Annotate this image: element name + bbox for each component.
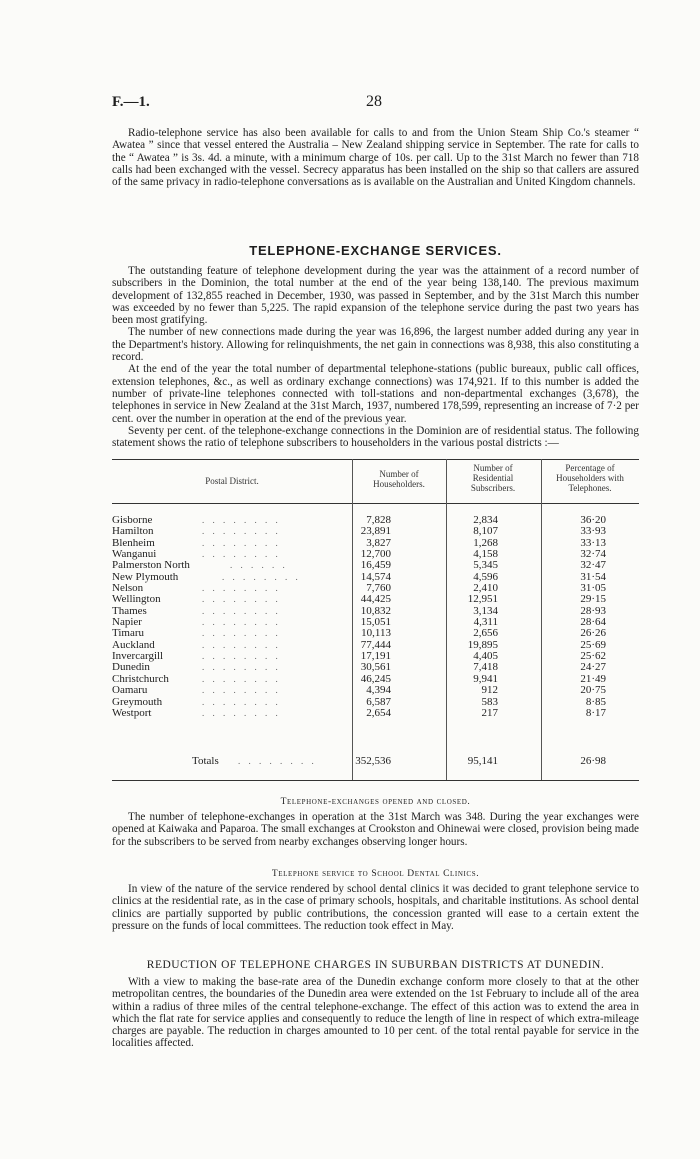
page-number: 28 bbox=[366, 93, 382, 110]
householders-value: 3,827 bbox=[366, 536, 391, 549]
table-bottom-rule bbox=[112, 780, 639, 781]
residential-value: 3,134 bbox=[473, 604, 498, 617]
householders-value: 44,425 bbox=[360, 593, 391, 606]
district-name: Christchurch bbox=[112, 672, 169, 685]
district-name: Blenheim bbox=[112, 536, 155, 549]
table-top-rule bbox=[112, 459, 639, 460]
district-name: Timaru bbox=[112, 627, 144, 640]
percentage-value: 8·85 bbox=[585, 695, 606, 708]
householders-table bbox=[112, 459, 639, 781]
table-row: Christchurch . . . . . . . . 46,245 9,941 21·49 bbox=[112, 672, 606, 685]
intro-paragraph-block bbox=[112, 127, 639, 188]
percentage-value: 20·75 bbox=[580, 684, 606, 697]
table-header-rule bbox=[112, 503, 639, 504]
section1-paragraph: The outstanding feature of telephone development during the year was the attainment of a record number of subscribers in the Dominion, the total number at the end of the year being 138,140. The previous maximum development of 132,855 reached in December, 1930, was passed in September, and by the 31st March this number was exceeded by no fewer than 5,225. The rapid expansion of the telephone service during the past two years has been most gratifying. bbox=[112, 265, 639, 327]
householders-value: 23,891 bbox=[360, 525, 391, 538]
percentage-value: 32·74 bbox=[580, 548, 606, 561]
householders-value: 12,700 bbox=[360, 548, 391, 561]
table-row: Dunedin . . . . . . . . 30,561 7,418 24·27 bbox=[112, 661, 606, 674]
householders-value: 10,832 bbox=[360, 604, 391, 617]
section-heading-exchanges-opened-closed: Telephone-exchanges opened and closed. bbox=[280, 797, 471, 807]
table-row: Palmerston North . . . . . . 16,459 5,345 32·47 bbox=[112, 559, 606, 572]
percentage-value: 29·15 bbox=[580, 593, 606, 606]
district-name: Napier bbox=[112, 616, 142, 629]
residential-value: 217 bbox=[481, 706, 498, 719]
table-row: Wellington . . . . . . . . 44,425 12,951 29·15 bbox=[112, 593, 606, 606]
district-name: Auckland bbox=[112, 638, 155, 651]
percentage-value: 25·69 bbox=[580, 638, 606, 651]
table-totals-row: Totals . . . . . . . . 352,536 95,141 26·98 bbox=[192, 755, 606, 767]
percentage-value: 26·26 bbox=[580, 627, 606, 640]
householders-value: 14,574 bbox=[360, 570, 391, 583]
section3-body bbox=[112, 883, 639, 932]
district-name: Nelson bbox=[112, 582, 144, 595]
section4-body bbox=[112, 976, 639, 1050]
residential-value: 1,268 bbox=[473, 536, 498, 549]
householders-value: 16,459 bbox=[360, 559, 391, 572]
section3-paragraph: In view of the nature of the service rendered by school dental clinics it was decided to grant telephone service to clinics at the residential rate, as in the case of primary schools, hospitals, and charitable institutions. As school dental clinics are partially supported by public contributions, the concession granted will ease to a certain extent the pressure on the funds of local committees. The reduction took effect in May. bbox=[112, 883, 639, 932]
section4-paragraph: With a view to making the base-rate area of the Dunedin exchange conform more closely to that at the other metropolitan centres, the boundaries of the Dunedin area were extended on the 1st February to include all of the area within a radius of three miles of the central telephone-exchange. The effect of this action was to extend the area in which the flat rate for service applies and consequently to reduce the length of line in respect of which extra-mileage charges are payable. The reduction in charges amounted to 10 per cent. of the total rental payable for service in the localities affected. bbox=[112, 976, 639, 1050]
table-row: Hamilton . . . . . . . . 23,891 8,107 33·93 bbox=[112, 525, 606, 538]
district-name: Wanganui bbox=[112, 548, 157, 561]
householders-value: 77,444 bbox=[360, 638, 391, 651]
table-row: Oamaru . . . . . . . . 4,394 912 20·75 bbox=[112, 684, 606, 697]
householders-value: 30,561 bbox=[360, 661, 391, 674]
residential-value: 7,418 bbox=[473, 661, 498, 674]
column-header-percentage: Percentage of Householders with Telephones. bbox=[556, 463, 624, 493]
residential-value: 5,345 bbox=[473, 559, 498, 572]
totals-percentage: 26·98 bbox=[580, 755, 606, 767]
district-name: Gisborne bbox=[112, 514, 153, 526]
percentage-value: 31·05 bbox=[580, 582, 606, 595]
percentage-value: 28·93 bbox=[580, 604, 606, 617]
intro-paragraph: Radio-telephone service has also been available for calls to and from the Union Steam Ship Co.'s steamer “ Awatea ” since that vessel entered the Australia – New Zealand shipping service in September. The rate for calls to the “ Awatea ” is 3s. 4d. a minute, with a minimum charge of 10s. per call. Up to the 31st March no fewer than 718 calls had been exchanged with the vessel. Secrecy apparatus has been installed on the ship so that callers are assured of the same privacy in radio-telephone conversations as is available on the Australian and United Kingdom channels. bbox=[112, 127, 639, 189]
section1-paragraph: At the end of the year the total number of departmental telephone-stations (public bureaux, public call offices, extension telephones, &c., as well as ordinary exchange connections) was 174,921. If to this number is added the number of private-line telephones connected with toll-stations and non-departmental exchanges (3,678), the telephones in service in New Zealand at the 31st March, 1937, numbered 178,599, representing an increase of 7·2 per cent. over the number in operation at the end of the previous year. bbox=[112, 363, 639, 425]
table-row: Wanganui . . . . . . . . 12,700 4,158 32·74 bbox=[112, 548, 606, 561]
district-name: Invercargill bbox=[112, 650, 164, 663]
residential-value: 4,311 bbox=[473, 616, 498, 629]
residential-value: 4,405 bbox=[473, 650, 498, 663]
district-name: Palmerston North bbox=[112, 559, 190, 572]
residential-value: 4,158 bbox=[473, 548, 498, 561]
district-name: New Plymouth bbox=[112, 570, 179, 583]
residential-value: 8,107 bbox=[473, 525, 498, 538]
page-reference: F.—1. bbox=[112, 94, 150, 110]
totals-residential: 95,141 bbox=[467, 755, 498, 767]
table-row: Gisborne . . . . . . . . 7,828 2,834 36·20 bbox=[112, 514, 606, 526]
district-name: Wellington bbox=[112, 593, 161, 606]
residential-value: 12,951 bbox=[467, 593, 498, 606]
district-name: Thames bbox=[112, 604, 147, 617]
percentage-value: 25·62 bbox=[580, 650, 606, 663]
householders-value: 46,245 bbox=[360, 672, 391, 685]
table-row: Napier . . . . . . . . 15,051 4,311 28·64 bbox=[112, 616, 606, 629]
householders-value: 7,760 bbox=[366, 582, 391, 595]
householders-value: 17,191 bbox=[360, 650, 391, 663]
residential-value: 2,656 bbox=[473, 627, 498, 640]
district-name: Hamilton bbox=[112, 525, 154, 538]
table-row: Westport . . . . . . . . 2,654 217 8·17 bbox=[112, 706, 606, 719]
householders-value: 4,394 bbox=[366, 684, 391, 697]
residential-value: 2,410 bbox=[473, 582, 498, 595]
section2-paragraph: The number of telephone-exchanges in operation at the 31st March was 348. During the year exchanges were opened at Kaiwaka and Paparoa. The small exchanges at Crookston and Ohinewai were closed, provision being made for the subscribers to be served from nearby exchanges observing longer hours. bbox=[112, 811, 639, 848]
table-row: Greymouth . . . . . . . . 6,587 583 8·85 bbox=[112, 695, 606, 708]
residential-value: 912 bbox=[481, 684, 498, 697]
column-header-residential: Number of Residential Subscribers. bbox=[470, 463, 516, 493]
section-heading-dental-clinics: Telephone service to School Dental Clinics. bbox=[271, 869, 480, 879]
district-name: Oamaru bbox=[112, 684, 148, 697]
section1-paragraph: The number of new connections made during the year was 16,896, the largest number added during any year in the Department's history. Allowing for relinquishments, the net gain in connections was 8,938, this also constituting a record. bbox=[112, 326, 639, 364]
householders-value: 15,051 bbox=[360, 616, 391, 629]
table-row: Auckland . . . . . . . . 77,444 19,895 25·69 bbox=[112, 638, 606, 651]
residential-value: 19,895 bbox=[467, 638, 498, 651]
column-header-householders: Number of Householders. bbox=[373, 469, 425, 489]
percentage-value: 32·47 bbox=[580, 559, 606, 572]
section1-paragraph: Seventy per cent. of the telephone-exchange connections in the Dominion are of residential status. The following statement shows the ratio of telephone subscribers to householders in the various postal districts :— bbox=[112, 424, 639, 450]
residential-value: 4,596 bbox=[473, 570, 498, 583]
table-row: Thames . . . . . . . . 10,832 3,134 28·93 bbox=[112, 604, 606, 617]
percentage-value: 36·20 bbox=[580, 514, 606, 526]
column-header-district: Postal District. bbox=[205, 476, 259, 486]
householders-value: 2,654 bbox=[366, 706, 391, 719]
table-body bbox=[112, 515, 639, 719]
householders-value: 7,828 bbox=[366, 514, 391, 526]
percentage-value: 33·93 bbox=[580, 525, 606, 538]
district-name: Greymouth bbox=[112, 695, 163, 708]
householders-value: 6,587 bbox=[366, 695, 391, 708]
percentage-value: 24·27 bbox=[580, 661, 606, 674]
percentage-value: 31·54 bbox=[580, 570, 606, 583]
table-row: Timaru . . . . . . . . 10,113 2,656 26·26 bbox=[112, 627, 606, 640]
section2-body bbox=[112, 811, 639, 848]
table-row: Nelson . . . . . . . . 7,760 2,410 31·05 bbox=[112, 582, 606, 595]
residential-value: 2,834 bbox=[473, 514, 498, 526]
table-row: Blenheim . . . . . . . . 3,827 1,268 33·13 bbox=[112, 536, 606, 549]
residential-value: 9,941 bbox=[473, 672, 498, 685]
district-name: Dunedin bbox=[112, 661, 150, 674]
section-heading-dunedin-reduction: REDUCTION OF TELEPHONE CHARGES IN SUBURBAN DISTRICTS AT DUNEDIN. bbox=[146, 959, 605, 971]
totals-label: Totals bbox=[192, 755, 219, 767]
section-heading-exchange-services: TELEPHONE-EXCHANGE SERVICES. bbox=[249, 243, 502, 258]
section1-body bbox=[112, 265, 639, 449]
percentage-value: 28·64 bbox=[580, 616, 606, 629]
householders-value: 10,113 bbox=[361, 627, 391, 640]
percentage-value: 8·17 bbox=[585, 706, 606, 719]
percentage-value: 33·13 bbox=[580, 536, 606, 549]
residential-value: 583 bbox=[481, 695, 498, 708]
district-name: Westport bbox=[112, 706, 152, 719]
table-row: New Plymouth . . . . . . . . 14,574 4,596 31·54 bbox=[112, 570, 606, 583]
table-row: Invercargill . . . . . . . . 17,191 4,405 25·62 bbox=[112, 650, 606, 663]
percentage-value: 21·49 bbox=[580, 672, 606, 685]
totals-householders: 352,536 bbox=[355, 755, 391, 767]
